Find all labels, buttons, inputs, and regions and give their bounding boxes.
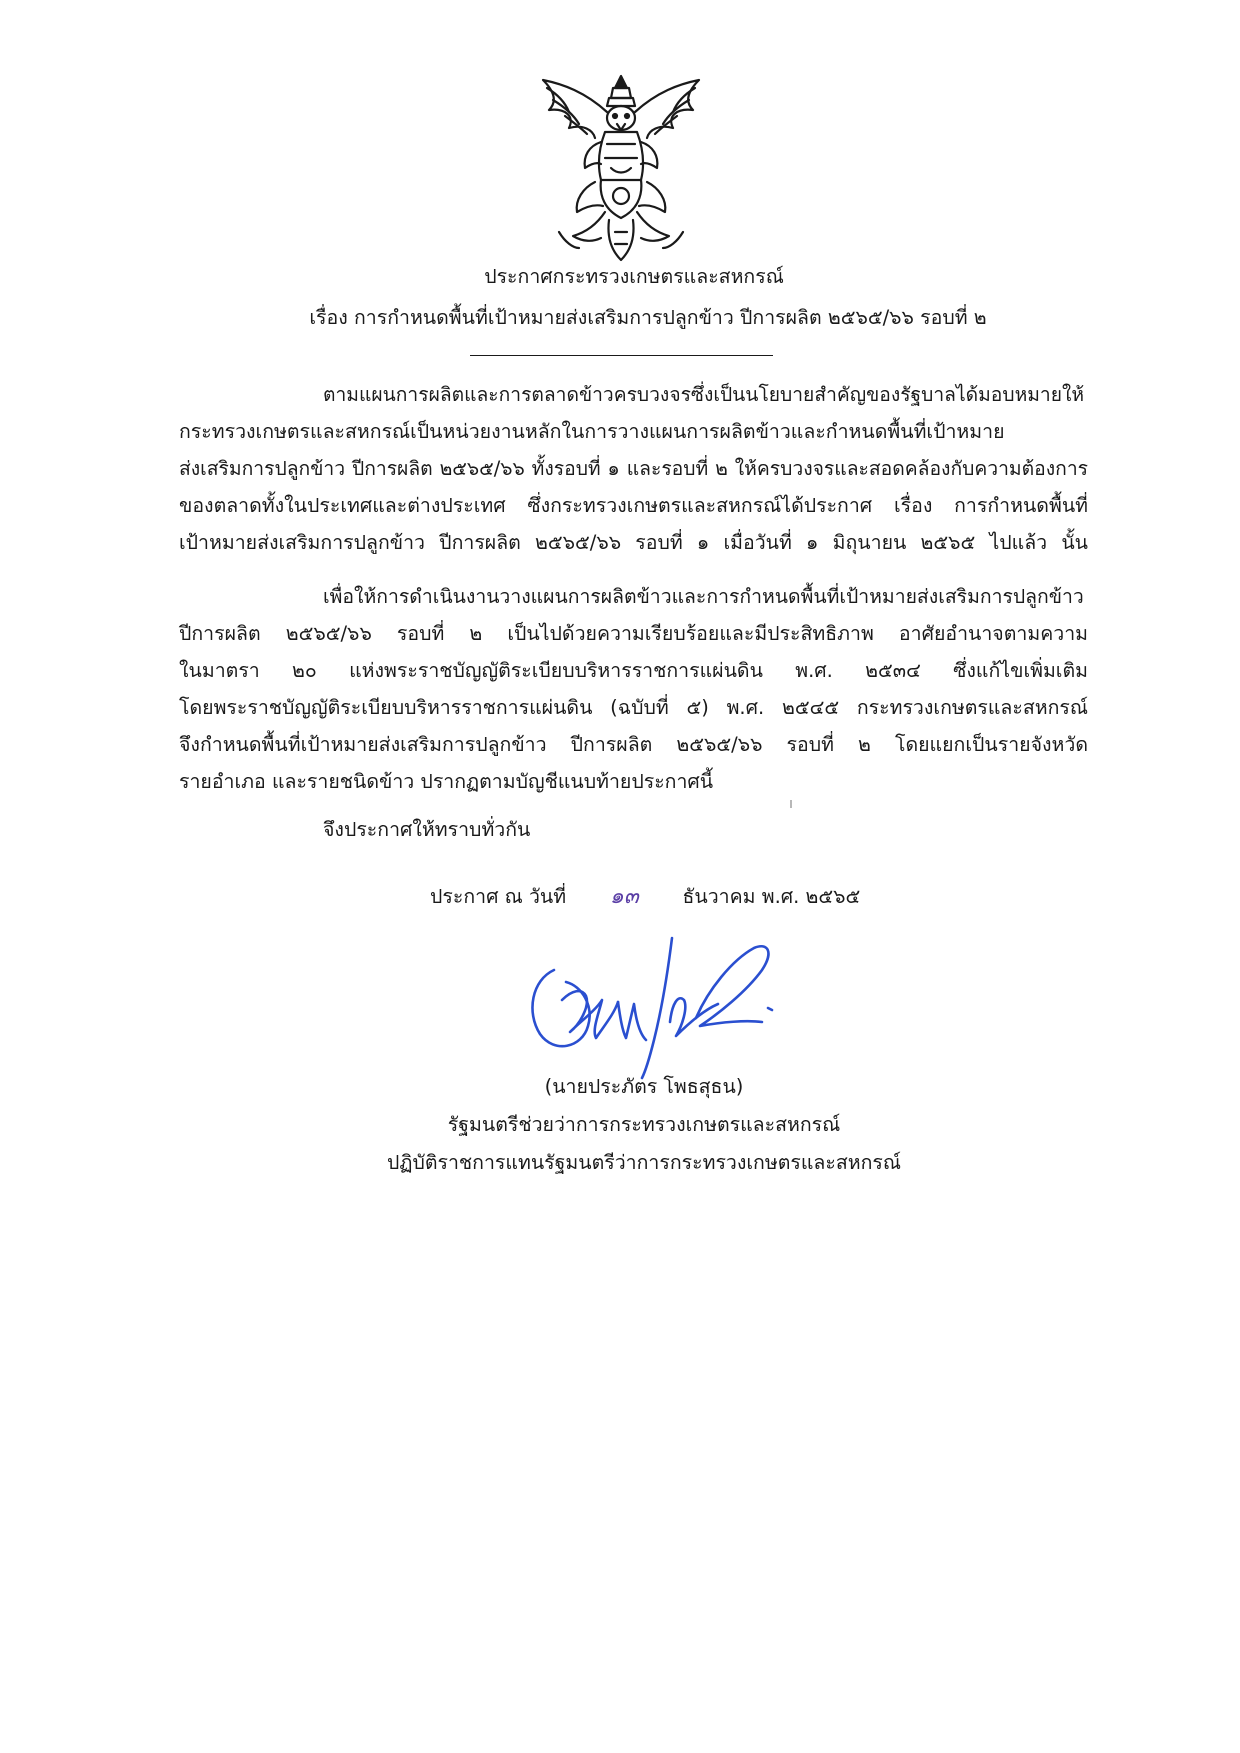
paragraph-line: เป้าหมายส่งเสริมการปลูกข้าว ปีการผลิต ๒๕๖๕/๖๖ รอบที่ ๑ เมื่อวันที่ ๑ มิถุนายน ๒๕๖๕ ไปแล้ว นั้น xyxy=(179,531,1088,554)
paragraph-line: กระทรวงเกษตรและสหกรณ์เป็นหน่วยงานหลักในการวางแผนการผลิตข้าวและกำหนดพื้นที่เป้าหมาย xyxy=(179,420,1005,443)
handwritten-signature-icon xyxy=(522,930,792,1080)
scan-speck xyxy=(790,800,792,808)
announcement-date xyxy=(430,882,860,912)
paragraph-line: ปีการผลิต ๒๕๖๕/๖๖ รอบที่ ๒ เป็นไปด้วยความเรียบร้อยและมีประสิทธิภาพ อาศัยอำนาจตามความ xyxy=(179,622,1088,645)
paragraph-line: ส่งเสริมการปลูกข้าว ปีการผลิต ๒๕๖๕/๖๖ ทั้งรอบที่ ๑ และรอบที่ ๒ ให้ครบวงจรและสอดคล้องกับความต้องการ xyxy=(179,457,1088,480)
paragraph-1 xyxy=(179,376,1088,561)
paragraph-line: เพื่อให้การดำเนินงานวางแผนการผลิตข้าวและการกำหนดพื้นที่เป้าหมายส่งเสริมการปลูกข้าว xyxy=(323,585,1084,608)
paragraph-line: จึงกำหนดพื้นที่เป้าหมายส่งเสริมการปลูกข้าว ปีการผลิต ๒๕๖๕/๖๖ รอบที่ ๒ โดยแยกเป็นรายจังหวัด xyxy=(179,733,1088,756)
signatory-position: รัฐมนตรีช่วยว่าการกระทรวงเกษตรและสหกรณ์ xyxy=(447,1113,841,1136)
garuda-emblem-icon xyxy=(535,72,707,264)
announcement-title: ประกาศกระทรวงเกษตรและสหกรณ์ xyxy=(484,265,784,288)
paragraph-2 xyxy=(179,578,1088,800)
paragraph-line: ตามแผนการผลิตและการตลาดข้าวครบวงจรซึ่งเป็นนโยบายสำคัญของรัฐบาลได้มอบหมายให้ xyxy=(323,383,1085,406)
paragraph-line: ในมาตรา ๒๐ แห่งพระราชบัญญัติระเบียบบริหารราชการแผ่นดิน พ.ศ. ๒๕๓๔ ซึ่งแก้ไขเพิ่มเติม xyxy=(179,659,1088,682)
signatory-acting-position: ปฏิบัติราชการแทนรัฐมนตรีว่าการกระทรวงเกษตรและสหกรณ์ xyxy=(387,1151,901,1174)
closing-statement: จึงประกาศให้ทราบทั่วกัน xyxy=(323,818,531,841)
paragraph-line: รายอำเภอ และรายชนิดข้าว ปรากฏตามบัญชีแนบท้ายประกาศนี้ xyxy=(179,770,714,793)
signatory-name: (นายประภัตร โพธสุธน) xyxy=(544,1075,744,1098)
title-divider xyxy=(470,355,773,356)
handwritten-day: ๑๓ xyxy=(609,884,639,909)
date-prefix: ประกาศ ณ วันที่ xyxy=(430,885,567,908)
announcement-subject: เรื่อง การกำหนดพื้นที่เป้าหมายส่งเสริมการปลูกข้าว ปีการผลิต ๒๕๖๕/๖๖ รอบที่ ๒ xyxy=(309,306,987,329)
paragraph-line: โดยพระราชบัญญัติระเบียบบริหารราชการแผ่นดิน (ฉบับที่ ๕) พ.ศ. ๒๕๔๕ กระทรวงเกษตรและสหกรณ์ xyxy=(179,696,1088,719)
date-month-year: ธันวาคม พ.ศ. ๒๕๖๕ xyxy=(682,885,861,908)
paragraph-line: ของตลาดทั้งในประเทศและต่างประเทศ ซึ่งกระทรวงเกษตรและสหกรณ์ได้ประกาศ เรื่อง การกำหนดพื้นที่ xyxy=(179,494,1088,517)
